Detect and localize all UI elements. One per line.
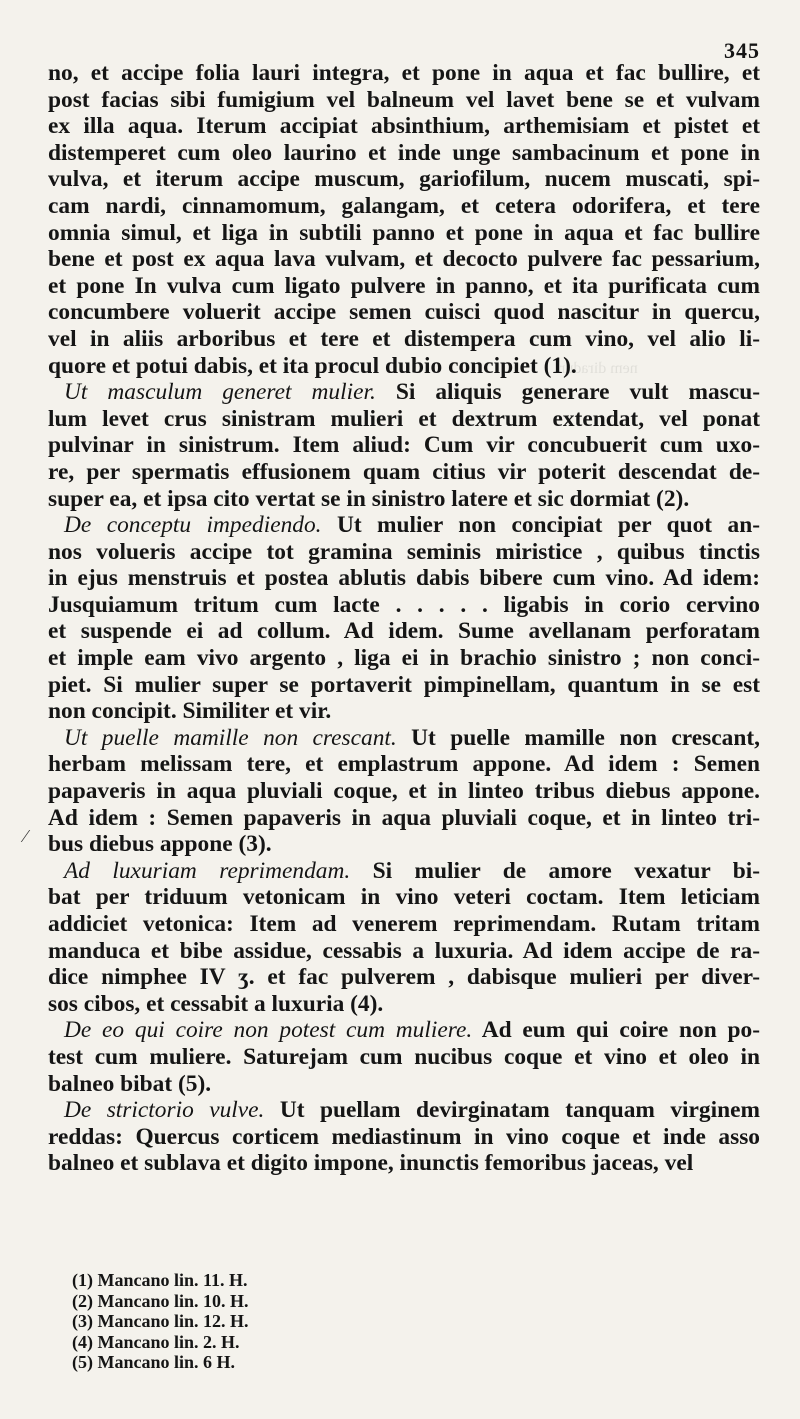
- text-line: [48, 459, 760, 486]
- section-line: [48, 1097, 760, 1124]
- footnote: (4) Mancano lin. 2. H.: [72, 1331, 240, 1352]
- text-line: [48, 751, 760, 778]
- line-text: no, et accipe folia lauri integra, et pone in aqua et fac bullire, et: [48, 60, 760, 86]
- line-text: omnia simul, et liga in subtili panno et pone in aqua et fac bullire: [48, 219, 760, 246]
- line-text: cam nardi, cinnamomum, galangam, et cetera odorifera, et tere: [48, 192, 760, 219]
- text-line: [48, 60, 760, 87]
- text-line: [48, 645, 760, 672]
- text-line: [48, 831, 760, 858]
- section-heading: Ad luxuriam reprimendam.: [64, 857, 351, 884]
- section-line: [48, 858, 760, 885]
- text-line: [48, 87, 760, 114]
- section-heading: De eo qui coire non potest cum muliere.: [64, 1017, 473, 1044]
- line-text: pulvinar in sinistrum. Item aliud: Cum vir concubuerit cum uxo-: [48, 432, 760, 459]
- text-line: [48, 299, 760, 326]
- line-text: Si mulier de amore vexatur bi-: [350, 857, 760, 884]
- line-text: Ad idem : Semen papaveris in aqua pluviali coque, et in linteo tri-: [48, 804, 760, 831]
- page-number: 345: [724, 38, 760, 63]
- line-text: piet. Si mulier super se portaverit pimpinellam, quantum in se est: [48, 671, 760, 698]
- text-line: [48, 884, 760, 911]
- text-line: [48, 539, 760, 566]
- line-text: bat per triduum vetonicam in vino veteri coctam. Item leticiam: [48, 884, 760, 911]
- text-line: [48, 353, 760, 380]
- text-line: [48, 432, 760, 459]
- text-line: [48, 565, 760, 592]
- text-line: [48, 1150, 760, 1177]
- line-text: vulva, et iterum accipe muscum, gariofilum, nucem muscati, spi-: [48, 166, 760, 193]
- footnote: (5) Mancano lin. 6 H.: [72, 1352, 236, 1372]
- section-heading: Ut masculum generet mulier.: [64, 379, 376, 406]
- line-text: super ea, et ipsa cito vertat se in sinistro latere et sic dormiat (2).: [48, 485, 690, 512]
- text-line: [48, 140, 760, 167]
- line-text: et pone In vulva cum ligato pulvere in panno, et ita purificata cum: [48, 272, 760, 299]
- text-line: [48, 246, 760, 273]
- line-text: reddas: Quercus corticem mediastinum in vino coque et inde asso: [48, 1123, 760, 1150]
- line-text: Ut mulier non concipiat per quot an-: [321, 512, 760, 539]
- line-text: bene et post ex aqua lava vulvam, et decocto pulvere fac pessarium,: [48, 246, 760, 273]
- text-line: [48, 406, 760, 433]
- line-text: Jusquiamum tritum cum lacte . . . . . ligabis in corio cervino: [48, 591, 760, 618]
- line-text: Si aliquis generare vult mascu-: [375, 379, 760, 406]
- line-text: non concipit. Similiter et vir.: [48, 698, 332, 725]
- margin-mark: ⁄: [24, 826, 28, 846]
- line-text: lum levet crus sinistram mulieri et dextrum extendat, vel ponat: [48, 405, 760, 432]
- text-line: [48, 1044, 760, 1071]
- text-line: [48, 273, 760, 300]
- section-heading: Ut puelle mamille non crescant.: [64, 724, 397, 751]
- line-text: et suspende ei ad collum. Ad idem. Sume avellanam perforatam: [48, 618, 760, 645]
- line-text: ex illa aqua. Iterum accipiat absinthium, arthemisiam et pistet et: [48, 113, 760, 140]
- text-line: [48, 911, 760, 938]
- text-line: [48, 672, 760, 699]
- footnotes: [72, 1270, 249, 1373]
- body-text: [48, 60, 760, 1177]
- text-line: [48, 1071, 760, 1098]
- section-heading: De strictorio vulve.: [64, 1097, 265, 1124]
- line-text: Ad eum qui coire non po-: [472, 1017, 760, 1044]
- text-line: [48, 193, 760, 220]
- text-line: [48, 778, 760, 805]
- text-line: [48, 326, 760, 353]
- text-line: [48, 991, 760, 1018]
- line-text: quore et potui dabis, et ita procul dubio concipiet (1).: [48, 352, 577, 379]
- line-text: post facias sibi fumigium vel balneum vel lavet bene se et vulvam: [48, 86, 760, 113]
- line-text: concumbere voluerit accipe semen cuisci quod nascitur in quercu,: [48, 299, 760, 326]
- text-line: [48, 486, 760, 513]
- text-line: [48, 592, 760, 619]
- line-text: in ejus menstruis et postea ablutis dabis bibere cum vino. Ad idem:: [48, 565, 760, 592]
- text-line: [48, 964, 760, 991]
- text-line: [48, 805, 760, 832]
- line-text: distemperet cum oleo laurino et inde unge sambacinum et pone in: [48, 139, 760, 166]
- line-text: nos volueris accipe tot gramina seminis miristice , quibus tinctis: [48, 538, 760, 565]
- line-text: balneo et sublava et digito impone, inunctis femoribus jaceas, vel: [48, 1150, 694, 1177]
- line-text: re, per spermatis effusionem quam citius vir poterit descendat de-: [48, 458, 760, 485]
- text-line: [48, 938, 760, 965]
- section-heading: De conceptu impediendo.: [64, 512, 322, 539]
- text-line: [48, 698, 760, 725]
- section-line: [48, 379, 760, 406]
- line-text: bus diebus appone (3).: [48, 831, 272, 858]
- line-text: papaveris in aqua pluviali coque, et in linteo tribus diebus appone.: [48, 778, 760, 805]
- footnote: (1) Mancano lin. 11. H.: [72, 1270, 248, 1290]
- line-text: Ut puelle mamille non crescant,: [396, 724, 760, 751]
- section-line: [48, 725, 760, 752]
- text-line: [48, 113, 760, 140]
- bleed-through-text: nem diradur: [560, 360, 638, 377]
- text-line: [48, 220, 760, 247]
- line-text: vel in aliis arboribus et tere et distempera cum vino, vel alio li-: [48, 325, 760, 352]
- line-text: manduca et bibe assidue, cessabis a luxuria. Ad idem accipe de ra-: [48, 937, 760, 964]
- text-line: [48, 1124, 760, 1151]
- footnote: (2) Mancano lin. 10. H.: [72, 1290, 249, 1311]
- text-line: [48, 618, 760, 645]
- section-line: [48, 512, 760, 539]
- line-text: dice nimphee IV ʒ. et fac pulverem , dabisque mulieri per diver-: [48, 964, 760, 991]
- line-text: addiciet vetonica: Item ad venerem reprimendam. Rutam tritam: [48, 911, 760, 937]
- line-text: Ut puellam devirginatam tanquam virginem: [264, 1097, 760, 1124]
- line-text: sos cibos, et cessabit a luxuria (4).: [48, 990, 384, 1017]
- line-text: balneo bibat (5).: [48, 1070, 212, 1097]
- line-text: test cum muliere. Saturejam cum nucibus coque et vino et oleo in: [48, 1043, 760, 1070]
- text-line: [48, 166, 760, 193]
- line-text: et imple eam vivo argento , liga ei in brachio sinistro ; non conci-: [48, 645, 760, 672]
- footnote: (3) Mancano lin. 12. H.: [72, 1311, 249, 1331]
- section-line: [48, 1017, 760, 1044]
- line-text: herbam melissam tere, et emplastrum appone. Ad idem : Semen: [48, 751, 760, 778]
